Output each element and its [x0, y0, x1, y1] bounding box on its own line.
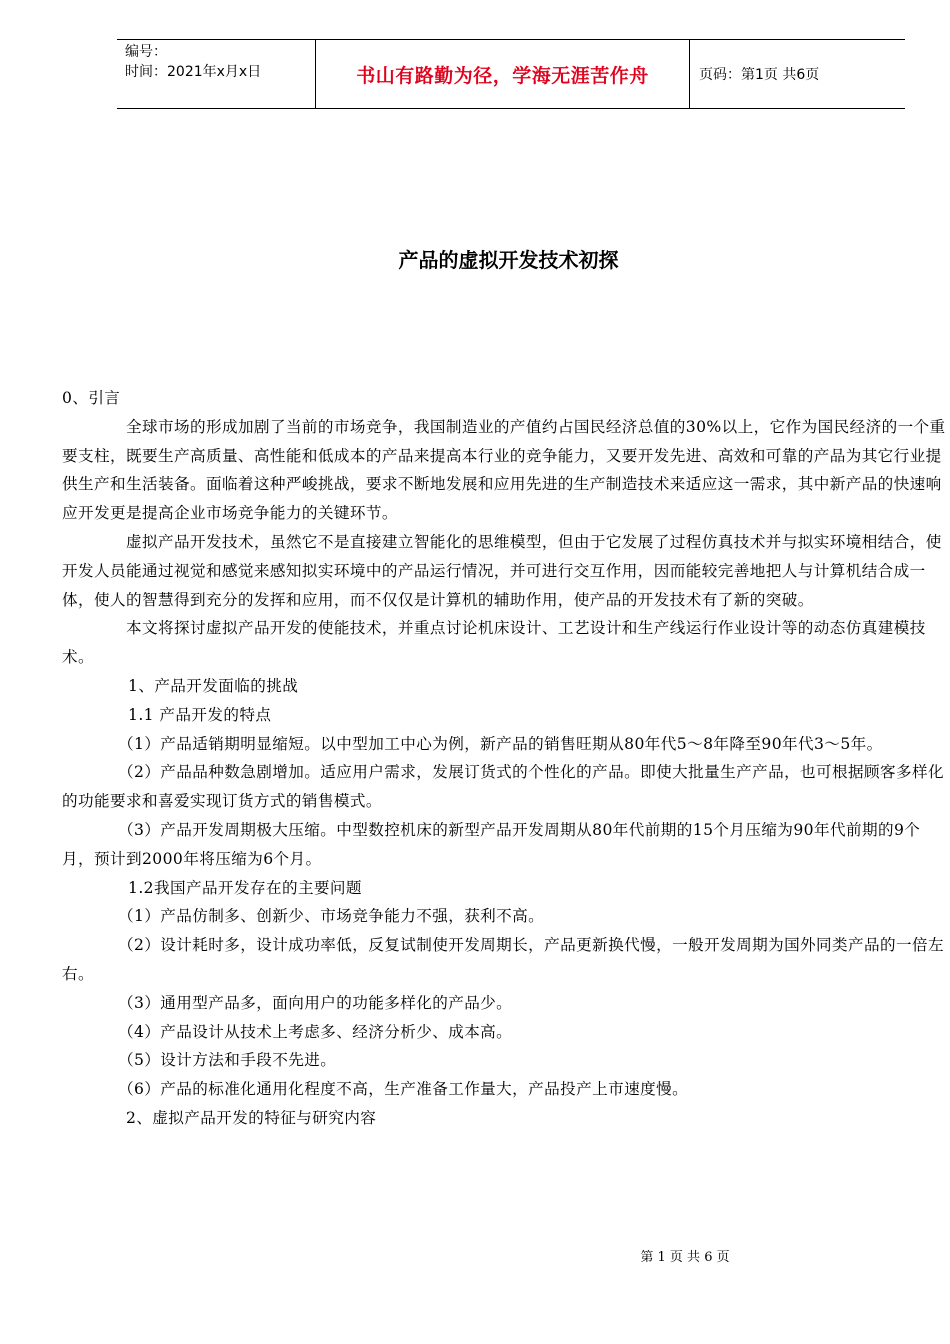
document-body — [62, 384, 950, 1133]
paragraph: 全球市场的形成加剧了当前的市场竞争，我国制造业的产值约占国民经济总值的30%以上，它作为国民经济的一个重要支柱，既要生产高质量、高性能和低成本的产品来提高本行业的竞争能力，又要开发先进、高效和可靠的产品为其它行业提供生产和生活装备。面临着这种严峻挑战，要求不断地发展和应用先进的生产制造技术来适应这一需求，其中新产品的快速响应开发更是提高企业市场竞争能力的关键环节。 — [62, 417, 946, 523]
section-heading: 1、产品开发面临的挑战 — [128, 676, 299, 695]
list-item: （1）产品适销期明显缩短。以中型加工中心为例，新产品的销售旺期从80年代5～8年降至90年代3～5年。 — [118, 734, 883, 753]
page-footer: 第 1 页 共 6 页 — [640, 1250, 730, 1265]
subsection-heading: 1.1 产品开发的特点 — [128, 705, 272, 724]
document-title: 产品的虚拟开发技术初探 — [398, 248, 619, 272]
section-heading: 0、引言 — [62, 389, 121, 407]
list-item: （2）设计耗时多，设计成功率低，反复试制使开发周期长，产品更新换代慢，一般开发周期为国外同类产品的一倍左右。 — [62, 936, 945, 983]
list-item: （6）产品的标准化通用化程度不高，生产准备工作量大，产品投产上市速度慢。 — [118, 1080, 689, 1099]
time-label: 时间：2021年x月x日 — [125, 64, 262, 80]
header-meta — [125, 42, 315, 82]
paragraph: 本文将探讨虚拟产品开发的使能技术，并重点讨论机床设计、工艺设计和生产线运行作业设计等的动态仿真建模技术。 — [62, 619, 926, 667]
serial-label: 编号： — [125, 44, 167, 60]
list-item: （5）设计方法和手段不先进。 — [118, 1051, 337, 1070]
page-header — [117, 39, 905, 109]
header-page-info: 页码：第1页 共6页 — [699, 67, 820, 83]
subsection-heading: 1.2我国产品开发存在的主要问题 — [128, 878, 362, 897]
list-item: （1）产品仿制多、创新少、市场竞争能力不强，获利不高。 — [118, 907, 545, 926]
list-item: （2）产品品种数急剧增加。适应用户需求，发展订货式的个性化的产品。即使大批量生产产品，也可根据顾客多样化的功能要求和喜爱实现订货方式的销售模式。 — [62, 763, 945, 811]
section-heading: 2、虚拟产品开发的特征与研究内容 — [126, 1108, 377, 1127]
list-item: （3）产品开发周期极大压缩。中型数控机床的新型产品开发周期从80年代前期的15个月压缩为90年代前期的9个月，预计到2000年将压缩为6个月。 — [62, 820, 921, 868]
list-item: （3）通用型产品多，面向用户的功能多样化的产品少。 — [118, 993, 513, 1012]
list-item: （4）产品设计从技术上考虑多、经济分析少、成本高。 — [118, 1022, 513, 1041]
header-motto: 书山有路勤为径，学海无涯苦作舟 — [356, 64, 649, 87]
paragraph: 虚拟产品开发技术，虽然它不是直接建立智能化的思维模型，但由于它发展了过程仿真技术并与拟实环境相结合，使开发人员能通过视觉和感觉来感知拟实环境中的产品运行情况，并可进行交互作用，因而能较完善地把人与计算机结合成一体，使人的智慧得到充分的发挥和应用，而不仅仅是计算机的辅助作用，使产品的开发技术有了新的突破。 — [62, 532, 942, 609]
header-divider — [689, 40, 690, 108]
